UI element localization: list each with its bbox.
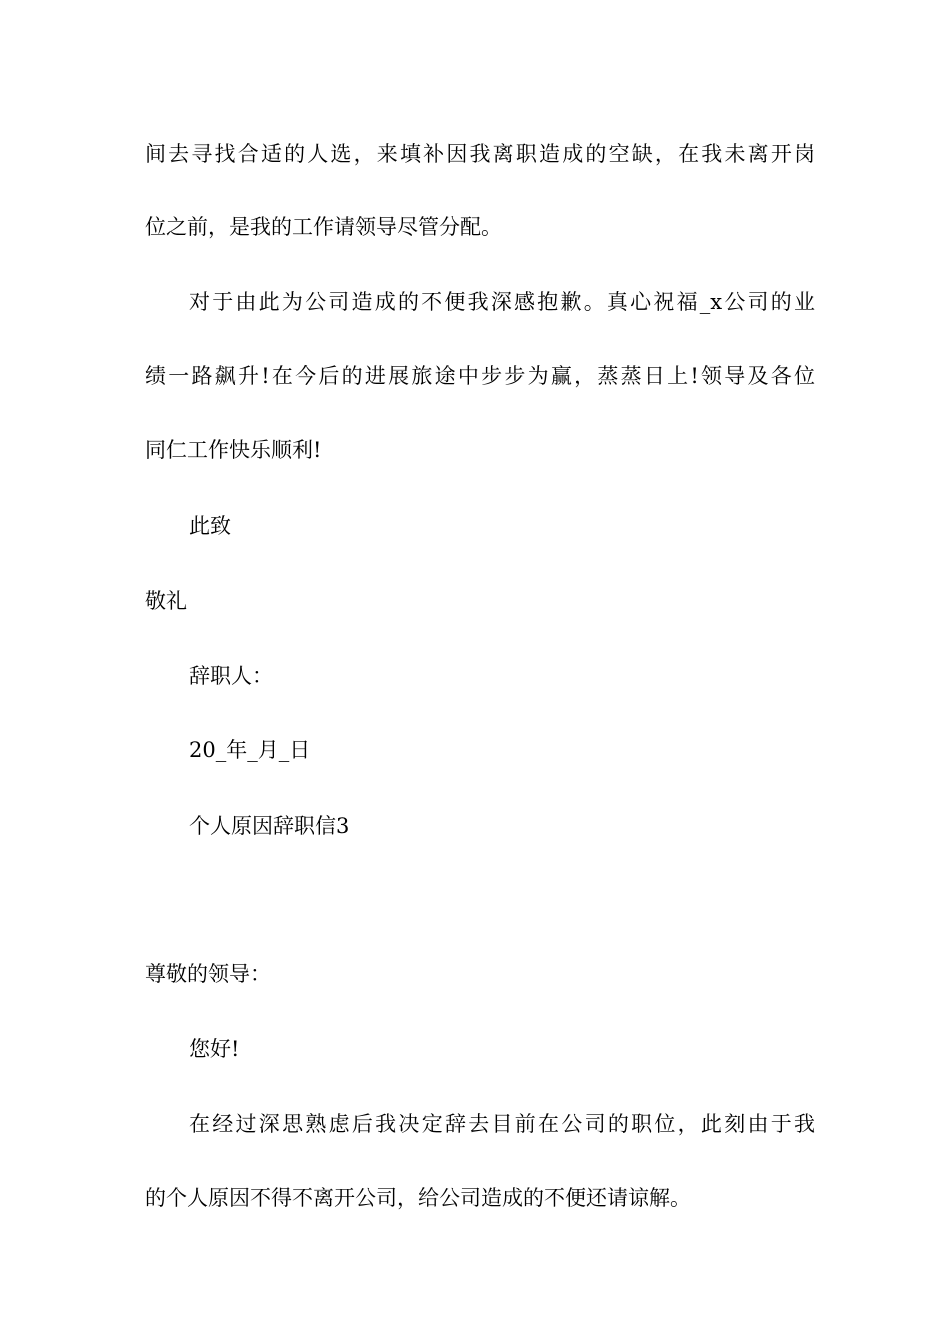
paragraph-line: 位之前，是我的工作请领导尽管分配。 <box>145 215 502 239</box>
greeting-hello: 您好! <box>189 1037 240 1061</box>
signature-label: 辞职人： <box>189 664 273 688</box>
salutation-closing: 此致 <box>189 514 231 538</box>
section-heading: 个人原因辞职信3 <box>189 814 350 838</box>
paragraph-line: 间去寻找合适的人选，来填补因我离职造成的空缺，在我未离开岗 <box>145 142 815 166</box>
paragraph-line: 绩一路飙升!在今后的进展旅途中步步为赢，蒸蒸日上!领导及各位 <box>145 364 815 388</box>
date-line: 20_年_月_日 <box>189 738 311 762</box>
salutation-regards: 敬礼 <box>145 589 187 613</box>
paragraph-line: 的个人原因不得不离开公司，给公司造成的不便还请谅解。 <box>145 1186 691 1210</box>
paragraph-line: 同仁工作快乐顺利! <box>145 438 322 462</box>
paragraph-line: 对于由此为公司造成的不便我深感抱歉。真心祝福_x公司的业 <box>189 290 815 314</box>
greeting-recipient: 尊敬的领导： <box>145 962 271 986</box>
paragraph-line: 在经过深思熟虑后我决定辞去目前在公司的职位，此刻由于我 <box>189 1112 815 1136</box>
